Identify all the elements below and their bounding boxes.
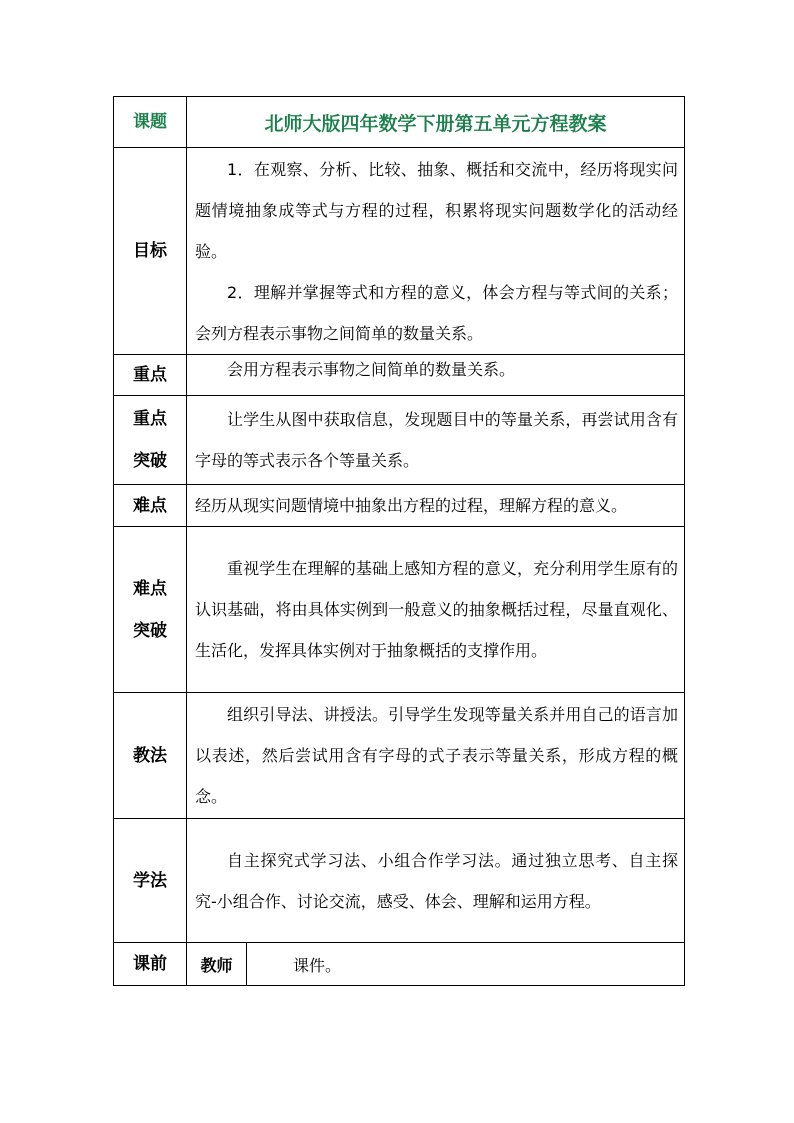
difficulty-label: 难点 [114, 485, 187, 527]
difficulty-row [114, 485, 685, 527]
goal-2: 2．理解并掌握等式和方程的意义，体会方程与等式间的关系；会列方程表示事物之间简单的数量关系。 [195, 282, 678, 343]
lesson-plan-table [113, 96, 685, 986]
key-label: 重点 [114, 355, 187, 396]
key-breakthrough-label-line1: 重点 [133, 409, 167, 429]
goals-label: 目标 [114, 148, 187, 355]
title-row [114, 97, 685, 148]
key-text: 会用方程表示事物之间简单的数量关系。 [227, 360, 516, 379]
preparation-teacher-text: 课件。 [247, 943, 685, 986]
difficulty-breakthrough-row [114, 527, 685, 693]
difficulty-breakthrough-label-line1: 难点 [133, 578, 167, 599]
teaching-method-text: 组织引导法、讲授法。引导学生发现等量关系并用自己的语言加以表述，然后尝试用含有字母的式子表示等量关系，形成方程的概念。 [195, 705, 678, 806]
key-breakthrough-text: 让学生从图中获取信息，发现题目中的等量关系，再尝试用含有字母的等式表示各个等量关系。 [195, 410, 678, 470]
preparation-row [114, 943, 685, 986]
key-row [114, 355, 685, 396]
difficulty-breakthrough-text: 重视学生在理解的基础上感知方程的意义，充分利用学生原有的认识基础，将由具体实例到一般意义的抽象概括过程，尽量直观化、生活化，发挥具体实例对于抽象概括的支撑作用。 [195, 559, 678, 660]
topic-label: 课题 [114, 97, 187, 148]
difficulty-breakthrough-label-line2: 突破 [133, 620, 167, 641]
lesson-title: 北师大版四年数学下册第五单元方程教案 [187, 97, 685, 148]
difficulty-breakthrough-label [114, 527, 187, 693]
learning-method-text: 自主探究式学习法、小组合作学习法。通过独立思考、自主探究-小组合作、讨论交流，感受、体会、理解和运用方程。 [195, 850, 678, 911]
preparation-teacher-label: 教师 [187, 943, 247, 986]
key-breakthrough-row [114, 396, 685, 485]
preparation-label: 课前 [114, 943, 187, 986]
goals-content [187, 148, 685, 355]
key-breakthrough-label [114, 396, 187, 485]
goal-1: 1．在观察、分析、比较、抽象、概括和交流中，经历将现实问题情境抽象成等式与方程的过程，积累将现实问题数学化的活动经验。 [195, 159, 678, 261]
learning-method-label: 学法 [114, 819, 187, 943]
teaching-method-row [114, 693, 685, 819]
teaching-method-label: 教法 [114, 693, 187, 819]
learning-method-row [114, 819, 685, 943]
difficulty-text: 经历从现实问题情境中抽象出方程的过程，理解方程的意义。 [195, 496, 628, 515]
goals-row [114, 148, 685, 355]
key-breakthrough-label-line2: 突破 [133, 451, 167, 471]
